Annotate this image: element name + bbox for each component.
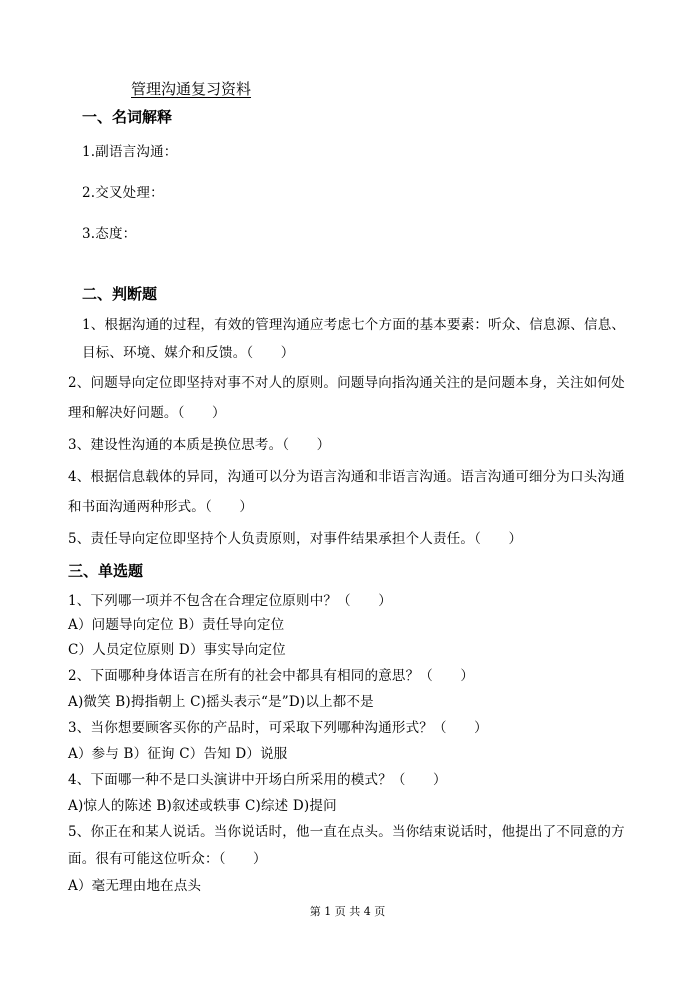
document-title: 管理沟通复习资料 bbox=[131, 80, 252, 98]
section-heading-true-false: 二、判断题 bbox=[82, 285, 158, 303]
choice-question-cont: 面。很有可能这位听众：（ ） bbox=[68, 851, 267, 867]
choice-question: 3、当你想要顾客买你的产品时，可采取下列哪种沟通形式？（ ） bbox=[68, 720, 488, 736]
section-heading-single-choice: 三、单选题 bbox=[68, 562, 144, 580]
true-false-question-cont: 目标、环境、媒介和反馈。（ ） bbox=[82, 345, 295, 361]
choice-options: A)惊人的陈述 B)叙述或轶事 C)综述 D)提问 bbox=[68, 798, 337, 814]
true-false-question: 4、根据信息载体的异同，沟通可以分为语言沟通和非语言沟通。语言沟通可细分为口头沟通 bbox=[68, 469, 625, 485]
choice-options: A）问题导向定位 B）责任导向定位 bbox=[68, 617, 285, 633]
choice-options: A)微笑 B)拇指朝上 C)摇头表示“是”D)以上都不是 bbox=[68, 694, 374, 710]
true-false-question-cont: 理和解决好问题。（ ） bbox=[68, 405, 226, 421]
section-heading-definitions: 一、名词解释 bbox=[82, 108, 173, 126]
choice-question: 2、下面哪种身体语言在所有的社会中都具有相同的意思？（ ） bbox=[68, 668, 475, 684]
definition-item: 2.交叉处理： bbox=[82, 185, 164, 201]
page-footer: 第 1 页 共 4 页 bbox=[309, 905, 386, 918]
definition-item: 3.态度： bbox=[82, 226, 137, 242]
choice-options: A）参与 B）征询 C）告知 D）说服 bbox=[68, 746, 288, 762]
choice-options: A）毫无理由地在点头 bbox=[68, 878, 202, 894]
true-false-question: 3、建设性沟通的本质是换位思考。（ ） bbox=[68, 437, 331, 453]
true-false-question: 1、根据沟通的过程，有效的管理沟通应考虑七个方面的基本要素：听众、信息源、信息、 bbox=[82, 317, 626, 333]
choice-question: 5、你正在和某人说话。当你说话时，他一直在点头。当你结束说话时，他提出了不同意的方 bbox=[68, 824, 625, 840]
choice-question: 4、下面哪一种不是口头演讲中开场白所采用的模式？（ ） bbox=[68, 772, 447, 788]
definition-item: 1.副语言沟通： bbox=[82, 144, 178, 160]
true-false-question-cont: 和书面沟通两种形式。（ ） bbox=[68, 499, 254, 515]
choice-question: 1、下列哪一项并不包含在合理定位原则中？（ ） bbox=[68, 593, 392, 609]
true-false-question: 2、问题导向定位即坚持对事不对人的原则。问题导向指沟通关注的是问题本身，关注如何处 bbox=[68, 375, 625, 391]
true-false-question: 5、责任导向定位即坚持个人负责原则，对事件结果承担个人责任。（ ） bbox=[68, 531, 523, 547]
choice-options: C）人员定位原则 D）事实导向定位 bbox=[68, 642, 286, 658]
